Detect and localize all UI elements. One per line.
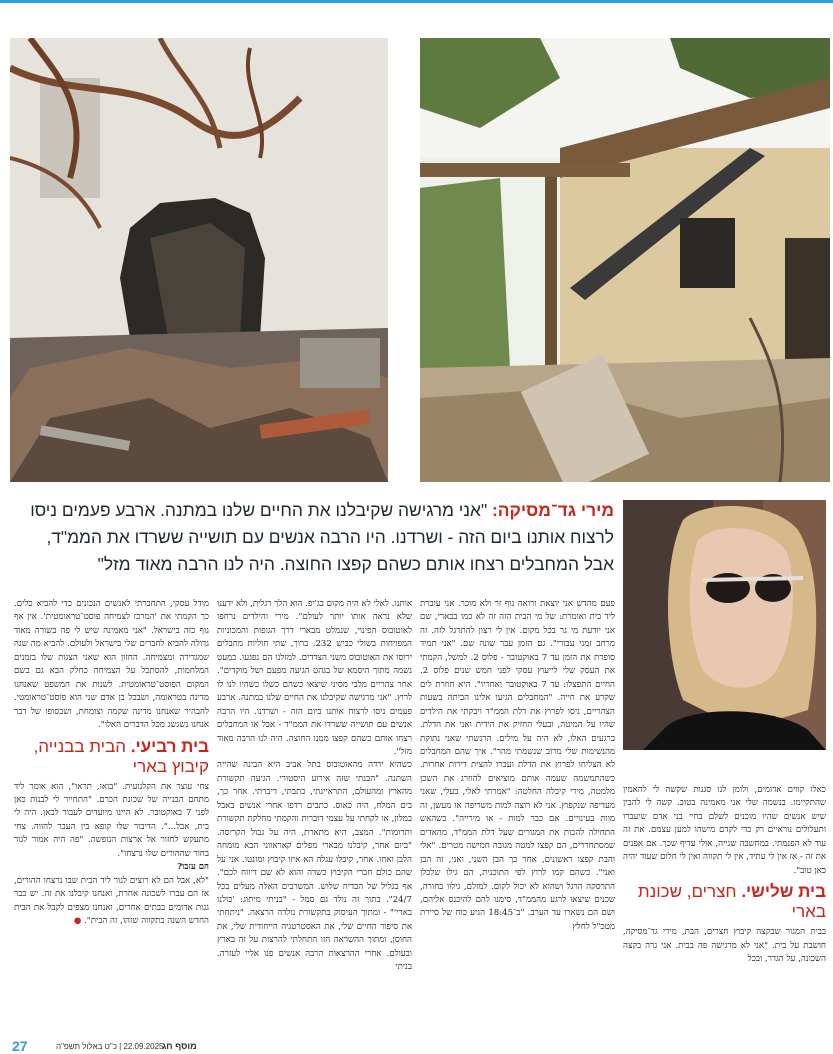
- interview-question: [14, 861, 209, 874]
- section-heading-fourth-house-label: בית רביעי.: [130, 736, 209, 756]
- article-column-1: [623, 784, 826, 1036]
- column-4-body-3: [14, 875, 209, 929]
- footer-date: 22.09.2025 | כ"ט באלול תשפ"ה: [56, 1042, 164, 1051]
- pull-quote-text: "אני מרגישה שקיבלנו את החיים שלנו במתנה. ארבע פעמים ניסו לרצוח אותנו ביום הזה - ושרדנו. היו הרבה אנשים עם תושייה ששרדו את הממ"ד, אבל המחבלים רצחו אותם כשהם קפצו החוצה. היה לנו הרבה מאוד מזל": [30, 500, 614, 574]
- column-4-body-3-text: "לא, אבל הם לא רוצים לגור ליד הבית שבו נרצחו ההורים, אז הם עברו לשכונה אחרת, ואנחנו קיבלנו את זה. יש כבר גגות אדומים בבתים אחרים, ואנחנו מצפים לקבל את הבית החדש השנה בתקווה שזהו, זה הבית".: [14, 875, 209, 927]
- section-heading-third-house-place: חצרים, שכונת בארי: [637, 882, 826, 922]
- top-accent-bar: [0, 0, 833, 3]
- section-heading-third-house-label: בית שלישי.: [741, 882, 826, 902]
- pull-quote: [14, 497, 614, 578]
- page-footer: [0, 1038, 833, 1054]
- column-2-body: פעם מהדש אני יוצאת ורואה נוף זר ולא מוכר. אני עוברת ליד בית ואומרת: של מי הבית הזה זה לא כמו בבארי, שם אני יודעת מי גר בכל מקום. אין לי רצון להתרגל לזה. זה מרחב זמני עבורי". גם הזמן עבר שונה שם. "אני תמיד סופרת את הזמן עד 7 באוקטובר - פלוס 2. למשל, הקמתי את העסק שלי לייעוץ עסקי לפני חמש שנים פלוס 2. החיים התפצלו: עד 7 באוקטובר ואחריו". היא חוזרת לים שקרע את חייה. "המחבלים הגיעו אלינו הביתה בשעות הצהריים, ניסו לפרוץ את דלת הממ"ד ויבקתי את הילדים שהיו על המיטה, ובעלי החזיק את הידית ואני את הדלת. ברגעים האלו, לא היה על מילים. הרגשתי שאני נתוקת מהנשימות שלי מרוב שנשמתי מהר". איך שהם המחבלים לא הצליחו לפרוץ את הדלת ועברו להצית דירות אחרות. כשהתמשמה שעמה אותם מוציאים להוזרג את השכן מלמטה, מירי קיבלה החלטה: "אמרתי לאלי, בעלי, שאני מעדיפה שנקפוץ. אני לא רוצה למות משריפה או מעשן, זה מוות בעינויים. אם כבר למות - או מירייה". כשהאש התחילה להכות את המגורים שעל דלת הממ"ד, מהאדים שמסתחררים, הם קפצו למטה מגובה חמישה מטרים. "אלי והבת קפצו ראשונים, אחר כך הבן השני, ואני, זה הבן ואני". כשהם קמו לרוץ לפי התוכנית, הם גילו שלכלן התרסקה הרגל ושהוא לא יכול לקום. למזלם, גילוו בחורה, שכנים שיצאו לרגע מהממ"ד, סימנו להם להיכנס אליהם, ושם הם נשארו עד הערב. "ב־18:45 הגיע כוח של סיירת מטכ"ל לחלץ: [420, 599, 615, 932]
- section-heading-fourth-house-place: הבית בבנייה, קיבוץ בארי: [33, 736, 209, 776]
- pull-quote-speaker: מירי גד־מסיקה:: [491, 500, 614, 520]
- article-column-3: [217, 598, 412, 1038]
- article-column-4: [14, 598, 209, 1038]
- end-mark-icon: ●: [73, 916, 82, 927]
- article-column-2: [420, 598, 615, 1038]
- photo-portrait-woman: [623, 500, 826, 750]
- photo-destroyed-wall: [10, 38, 388, 482]
- footer-brand: מוסף חג: [162, 1041, 197, 1051]
- column-1-body: בבית המגור שבקצה קיבוץ חצרים, הבת, מירי גד־מסיקה, חושבת על בית. "אני לא מרגישה פה בבית. אני גרה בקצה השכונה, על הגדר, ובכל: [623, 927, 826, 965]
- interview-question-text: הם עזבו?: [177, 862, 209, 873]
- column-4-body-1: מודל עסקי, התחברתי לאנשים הנכונים כדי להביא כלים. כך הקמתי את 'המרכז לצמיחה פוסט־טראומטית'. אין אף גוף כזה בישראל. "אני מאמינה שיש לי פה בשורה מאוד גדולה להביא לחברים שלי בישראל ולעולם. להביא מה שנה שמגדירה ומצמיחה. החזון הוא שאני הצגות שלו בזמנים המלחמות, להסתכל על הצמיחה כחלק הבא גם בשם המקום הפוסט־טראומטית. לשנות את המשפט שאנחנו מדינה בטראומה, ושבכל בן אדם שני הוא פוסט־טראומטי. להבהיר שאנחנו מדינה שקמה וצומחת, ושבסופו של דבר אנחנו נשגשג מכל הדברים האלו".: [14, 599, 209, 731]
- page-number: 27: [12, 1038, 28, 1054]
- column-3-body-2: כשהיא ירדה מהאוטובוס בתל אביב היא הבינה שהייה השתנה. "הבנתי שזה אירוע היסטורי. הגיעה תקשורת מהארץ ומהעולם, התראיינתי, כתבתי, דיברתי. אחר כך, בים המלח, היה כאוס. כתבים רדפו אחרי אנשים באבל במלון, או לקחתי על עצמי דוברות והקמתי מחלקת תקשורת ותרומות". המצב, היא מתארת, היה על גבול הקריסה. "ביום אחר, קיבלנו מבארי מפלים קאראווני הבא מומחה הלבן ואחו. אחר, קיבלו עגלה הא איזו קיבוץ ומזנטו. אני על שהם כולם חברי הקיבוץ כשדה והוא לא שם דיווח לכם". אף בגליל של הבדיה שלוש. המשרבים האלה מעלים בכל 24/7". בתוך זה נולד גם סמל - "בניתי מיתוג: 'כולנו בארי'" - ומתוך העיסוק בתקשורת נולדה הרצאה. "ניתחתי את סיפור החיים שלי, את האסטרטגיה הייחודית שלי, את החוסן, ומתוך ההשראה הזו התחלתי להרצות על זה בארץ ובעולם. אחרי ההרצאות הרבה אנשים פנו אליי לעזרה. בניתי: [217, 760, 412, 973]
- photo-burnt-house: [420, 38, 830, 482]
- section-heading-fourth-house: [14, 737, 209, 777]
- column-4-body-2: צחי עוצר את הקלנועית. "בואו, תראו", הוא אומר ליד מתחם הבנייה של שכונת הכרם. "התחייר לי לבנות כאן לפני 7 באוקטובר. לא היינו מיועדים לעבור לכאן. היה לי בית, אבל...". הדיבור שלו קופא בין העבר להווה. צחי מתעקש לחזור אל ארצות הנופשה. "פה היה אמור לגור בחור שההורים שלו נרצחו".: [14, 781, 209, 859]
- column-3-body-1: אותנו. לאלי לא היה מקום בג'יפ. הוא הלך רגלית, ולא ידענו שלא נראה אותו יותר לעולם". מירי והילדים נרחפו לאוטובוס הפינוי, שנמלט מבארי דרך הגופות והמכוניות המפויחות בשולי כביש 232. ברוך, שתי חוליות מחבלים ירוסו את האוטובוס משני הצדדים. למזלנו הם נפגעו. כמעט נשמה מתוך היסמא של בגהט הגיעה מפעם ושל מוקדים". אחר צהריים מלבי מסיני שיצאו כשהם כשלו כשהיו לנו לו לרוץ. "אני מרגישה שקיבלנו את החיים שלנו במתנה. ארבע פעמים ניסו לרצוח אותנו ביום הזה - ושרדנו. היו הרבה אנשים עם תושייה ששרדו את הממ"ד - אבל או המחבלים רצחו אותם כשהם קפצו ממנו החוצה. היה לנו הרבה מאוד מזל".: [217, 599, 412, 757]
- section-heading-third-house: [623, 882, 826, 922]
- column-1-intro: כאלו קווים אדומים, ולומן לנו סגנות שקשה לי להאמין שהתקיימו. בנשמה שלי אני מאמינה בטוב. קשה לי להבין שיש אנשים שהיו מוכנים לשלם בחיי בני אדם שיעברו ותעלולים נוראיים רק כדי לקדם מישהו למען עצמם. את זה עוד לא הפנמתי. במחשבה שנייה, אולי עדיף שכך. אם אפנים את זה - אז אין לי עתיד, אין לי תקווה ואין לי חלום שעוד יהיה כאן טוב".: [623, 785, 826, 876]
